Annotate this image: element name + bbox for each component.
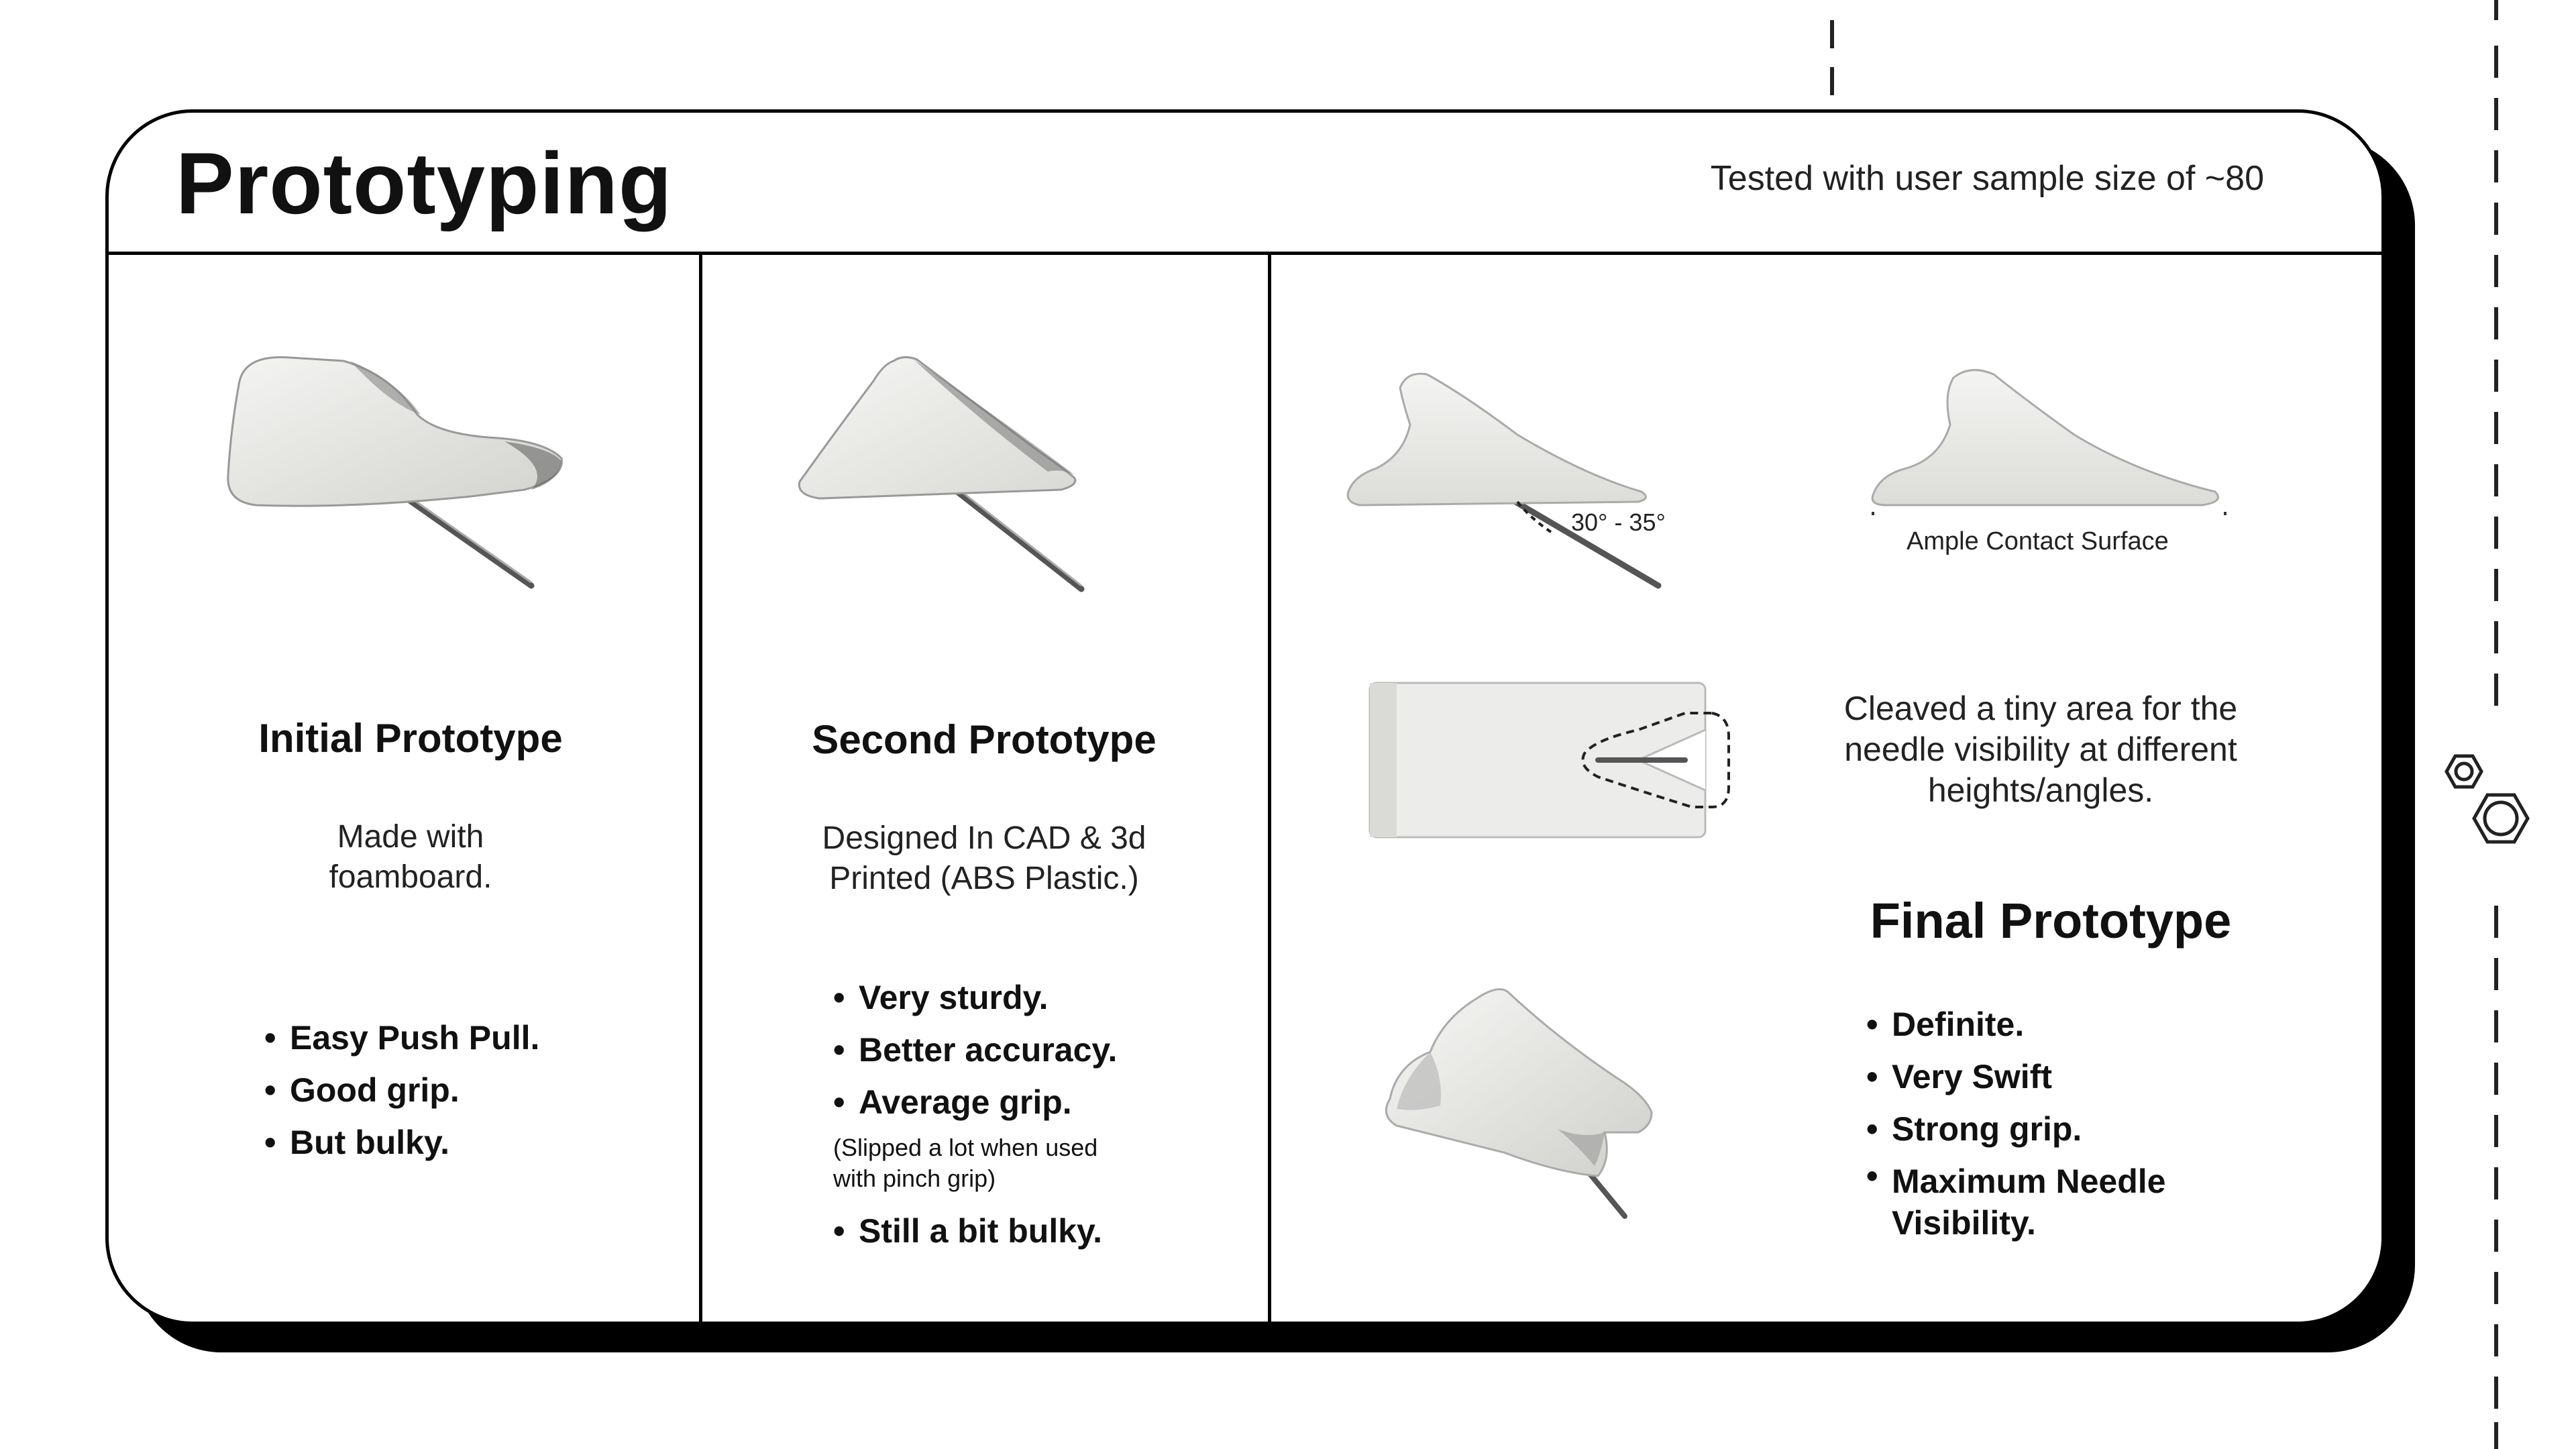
hex-nut-icon xyxy=(2428,741,2549,862)
second-prototype-image xyxy=(780,334,1195,636)
contact-surface-label: Ample Contact Surface xyxy=(1907,527,2169,555)
list-item: • Definite. xyxy=(1866,998,2242,1051)
initial-prototype-heading: Initial Prototype xyxy=(258,716,563,761)
card-header xyxy=(109,113,2381,255)
list-item: • Good grip. xyxy=(264,1064,539,1116)
final-prototype-top-view xyxy=(1356,669,1732,844)
list-item-label: Average grip. xyxy=(859,1083,1072,1121)
list-item: • Easy Push Pull. xyxy=(264,1012,539,1064)
list-item: • Better accuracy. xyxy=(833,1024,1142,1076)
initial-prototype-image xyxy=(216,341,632,636)
list-item: • Very Swift xyxy=(1866,1051,2242,1103)
final-prototype-angled-view xyxy=(1356,945,1705,1226)
list-item: • Still a bit bulky. xyxy=(833,1205,1142,1257)
final-prototype-side-view xyxy=(1330,341,1705,596)
initial-prototype-description: Made with foamboard. xyxy=(329,819,492,895)
final-prototype-bullets xyxy=(1866,998,2242,1244)
second-prototype-bullets xyxy=(833,971,1142,1257)
list-item: • Very sturdy. xyxy=(833,971,1142,1024)
prototyping-card xyxy=(105,109,2385,1325)
page-title: Prototyping xyxy=(176,134,673,232)
list-item xyxy=(833,1076,1142,1205)
column-divider-2 xyxy=(1268,252,1271,1325)
list-item: • But bulky. xyxy=(264,1116,539,1169)
list-item: • Maximum Needle Visibility. xyxy=(1866,1155,2200,1244)
initial-prototype-bullets xyxy=(264,1012,539,1169)
final-prototype-heading: Final Prototype xyxy=(1870,893,2232,949)
list-item: • Strong grip. xyxy=(1866,1103,2242,1155)
column-divider-1 xyxy=(699,252,702,1325)
sample-size-note: Tested with user sample size of ~80 xyxy=(1710,159,2264,198)
final-prototype-contact-view xyxy=(1853,341,2269,515)
needle-visibility-note: Cleaved a tiny area for the needle visibility at different heights/angles. xyxy=(1843,690,2238,809)
angle-label: 30° - 35° xyxy=(1571,508,1666,536)
slip-note: (Slipped a lot when used with pinch grip) xyxy=(833,1134,1098,1192)
second-prototype-description: Designed In CAD & 3d Printed (ABS Plastic.) xyxy=(822,820,1146,896)
second-prototype-heading: Second Prototype xyxy=(812,717,1157,762)
